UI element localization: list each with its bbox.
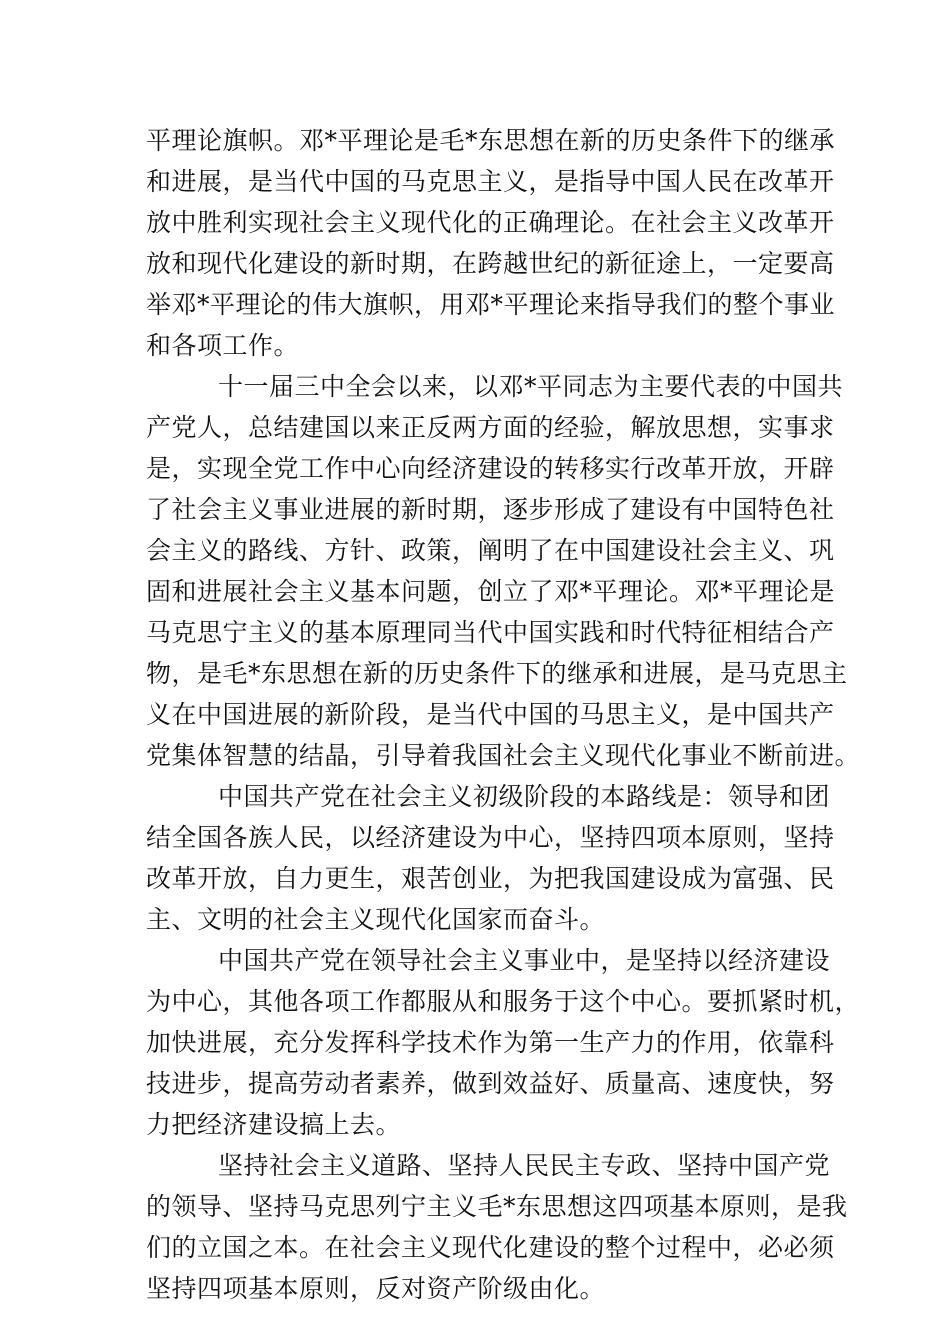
text-line: 技进步，提高劳动者素养，做到效益好、质量高、速度快，努 (146, 1069, 835, 1098)
text-line: 党集体智慧的结晶，引导着我国社会主义现代化事业不断前进。 (146, 741, 861, 770)
text-line: 了社会主义事业进展的新时期，逐步形成了建设有中国特色社 (146, 495, 835, 524)
text-line: 主、文明的社会主义现代化国家而奋斗。 (146, 905, 606, 934)
text-line: 产党人，总结建国以来正反两方面的经验，解放思想，实事求 (146, 413, 835, 442)
text-line: 放和现代化建设的新时期，在跨越世纪的新征途上，一定要高 (146, 249, 835, 278)
text-line: 改革开放，自力更生，艰苦创业，为把我国建设成为富强、民 (146, 864, 835, 893)
paragraph-first-line: 中国共产党在领导社会主义事业中，是坚持以经济建设 (218, 946, 831, 975)
text-line: 和各项工作。 (146, 331, 300, 360)
text-line: 结全国各族人民，以经济建设为中心，坚持四项本原则，坚持 (146, 823, 835, 852)
text-line: 义在中国进展的新阶段，是当代中国的马思主义，是中国共产 (146, 700, 835, 729)
text-line: 举邓*平理论的伟大旗帜，用邓*平理论来指导我们的整个事业 (146, 290, 836, 319)
paragraph-first-line: 坚持社会主义道路、坚持人民民主专政、坚持中国产党 (218, 1151, 831, 1180)
text-line: 力把经济建设搞上去。 (146, 1110, 402, 1139)
text-line: 坚持四项基本原则，反对资产阶级由化。 (146, 1274, 606, 1303)
text-line: 放中胜利实现社会主义现代化的正确理论。在社会主义改革开 (146, 208, 835, 237)
text-line: 会主义的路线、方针、政策，阐明了在中国建设社会主义、巩 (146, 536, 835, 565)
paragraph-first-line: 十一届三中全会以来，以邓*平同志为主要代表的中国共 (218, 372, 844, 401)
text-line: 是，实现全党工作中心向经济建设的转移实行改革开放，开辟 (146, 454, 835, 483)
text-line: 平理论旗帜。邓*平理论是毛*东思想在新的历史条件下的继承 (146, 126, 836, 155)
text-line: 马克思宁主义的基本原理同当代中国实践和时代特征相结合产 (146, 618, 835, 647)
text-line: 固和进展社会主义基本问题，创立了邓*平理论。邓*平理论是 (146, 577, 836, 606)
text-line: 物，是毛*东思想在新的历史条件下的继承和进展，是马克思主 (146, 659, 848, 688)
text-line: 为中心，其他各项工作都服从和服务于这个中心。要抓紧时机， (146, 987, 861, 1016)
paragraph-first-line: 中国共产党在社会主义初级阶段的本路线是：领导和团 (218, 782, 831, 811)
text-line: 的领导、坚持马克思列宁主义毛*东思想这四项基本原则，是我 (146, 1192, 848, 1221)
text-line: 们的立国之本。在社会主义现代化建设的整个过程中，必必须 (146, 1233, 835, 1262)
text-line: 加快进展，充分发挥科学技术作为第一生产力的作用，依靠科 (146, 1028, 835, 1057)
text-line: 和进展，是当代中国的马克思主义，是指导中国人民在改革开 (146, 167, 835, 196)
document-body (146, 120, 861, 1309)
